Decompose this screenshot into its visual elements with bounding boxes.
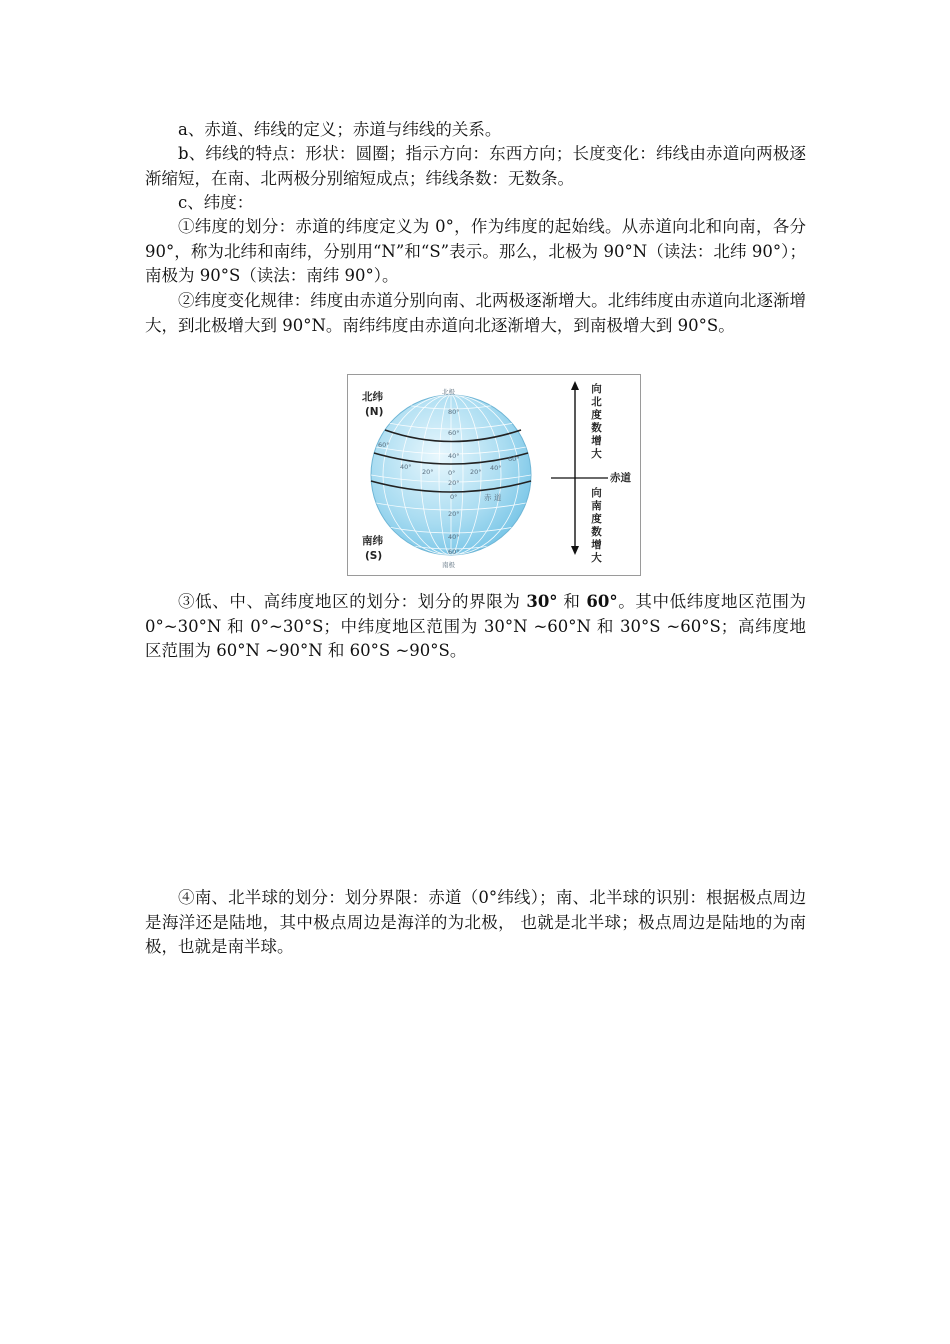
lat-tick: 80° [448,408,460,416]
arrow-down-head [571,546,579,555]
lon-tick: 60° [508,455,520,463]
equator-label: 赤道 [610,472,631,484]
latitude-globe-figure [347,374,641,576]
lon-tick: 20° [422,468,434,476]
lat-tick: 20° [448,510,460,518]
paragraph-latitude-zones: ③低、中、高纬度地区的划分：划分的界限为 30° 和 60°。其中低纬度地区范围为 0°~30°N 和 0°~30°S；中纬度地区范围为 30°N ~60°N 和 30°S ~60°S；高纬度地区范围为 60°N ~90°N 和 60°S ~90°S。 [145,592,806,660]
lat-tick: 60° [448,429,460,437]
northward-increase-label: 向北度数增大 [591,383,602,460]
southward-increase-label: 向南度数增大 [591,487,602,564]
lat-tick: 0° [450,493,458,501]
north-pole-label: 北极 [442,388,455,396]
paragraph-a: a、赤道、纬线的定义；赤道与纬线的关系。 [178,120,502,139]
lat-tick: 40° [448,452,460,460]
south-latitude-label: 南纬 [362,535,383,547]
lat-tick: 20° [448,479,460,487]
lat-tick: 60° [448,548,460,556]
paragraph-latitude-division: ①纬度的划分：赤道的纬度定义为 0°，作为纬度的起始线。从赤道向北和向南，各分 90°，称为北纬和南纬，分别用“N”和“S”表示。那么，北极为 90°N（读法：北纬 90°）；南极为 90°S（读法：南纬 90°）。 [145,217,806,285]
arrow-up-head [571,381,579,390]
south-pole-label: 南极 [442,561,455,569]
north-code-label: (N) [365,406,384,418]
lon-tick: 40° [490,464,502,472]
paragraph-b: b、纬线的特点：形状：圆圈；指示方向：东西方向；长度变化：纬线由赤道向两极逐渐缩短，在南、北两极分别缩短成点；纬线条数：无数条。 [145,144,806,188]
paragraph-c: c、纬度： [178,193,254,212]
lon-tick: 20° [470,468,482,476]
lat-tick: 40° [448,533,460,541]
north-latitude-label: 北纬 [362,391,383,403]
paragraph-latitude-rule: ②纬度变化规律：纬度由赤道分别向南、北两极逐渐增大。北纬纬度由赤道向北逐渐增大，到北极增大到 90°N。南纬纬度由赤道向北逐渐增大，到南极增大到 90°S。 [145,291,806,335]
south-code-label: (S) [365,550,383,562]
equator-on-globe-label: 赤 道 [484,493,502,502]
lon-tick-center: 0° [448,469,456,477]
lon-tick: 40° [400,463,412,471]
paragraph-hemispheres: ④南、北半球的划分：划分界限：赤道（0°纬线）；南、北半球的识别：根据极点周边是海洋还是陆地，其中极点周边是海洋的为北极， 也就是北半球；极点周边是陆地的为南极，也就是南半球。 [145,888,806,956]
lon-tick: 60° [378,441,390,449]
